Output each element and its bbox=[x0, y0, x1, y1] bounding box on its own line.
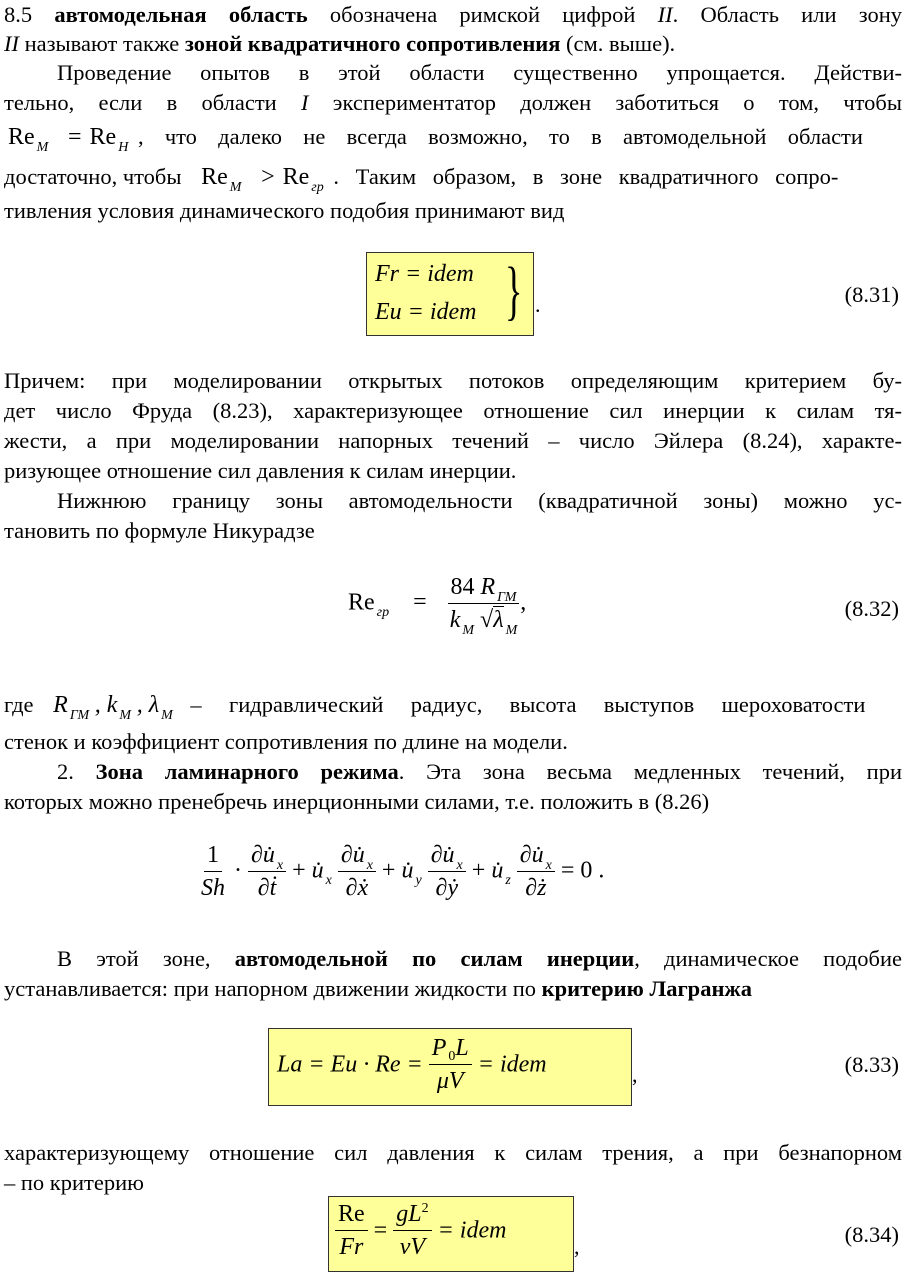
text-line: – по критерию bbox=[4, 1170, 144, 1195]
text-line: Нижнюю границу зоны автомодельности (квадратичной зоны) можно ус- bbox=[57, 488, 902, 513]
punctuation: , bbox=[574, 1234, 580, 1259]
text-line: Re $_М$ = Re $_Н$ , что далеко не всегда возможно, то в автомодельной области bbox=[8, 124, 863, 155]
text-line: 2. Зона ламинарного режима. Эта зона весьма медленных течений, при bbox=[57, 759, 902, 784]
text-line: которых можно пренебречь инерционными силами, т.е. положить в (8.26) bbox=[4, 789, 710, 814]
equation-8-26: $\frac{1}{Sh}$ · $\frac{\partial u̇ _x}{\text{∂ṫ}}$ + u̇ $_x$ $\frac{\partial u̇ _x}{\text{∂ẋ}}$ + u̇ $_y$ $\frac{\partial u̇ _x}{\text{∂ẏ}}$ + u̇ $_z$ $\frac{\partial u̇ _x}{\partial ż}$ = 0 . bbox=[201, 842, 605, 902]
text-line: 8.5 автомодельная область обозначена римской цифрой II. Область или зону bbox=[4, 2, 903, 27]
text-line: устанавливается: при напорном движении жидкости по критерию Лагранжа bbox=[4, 976, 752, 1001]
equation-number: (8.31) bbox=[844, 282, 899, 307]
text-line: тановить по формуле Никурадзе bbox=[4, 518, 315, 543]
text-line: достаточно, чтобы Re $_М$ > Re $_{гр}$ . Таким образом, в зоне квадратичного сопро- bbox=[4, 164, 839, 195]
equation-8-32: Re $_{гр}$ = $\frac{84 R _{ГМ}}{k _М √\lambda _М}$ , bbox=[348, 574, 527, 639]
text-line: характеризующему отношение сил давления к силам трения, а при безнапорном bbox=[4, 1140, 902, 1165]
text-line: ризующее отношение сил давления к силам инерции. bbox=[4, 458, 517, 483]
text-line: Проведение опытов в этой области существенно упрощается. Действи- bbox=[57, 60, 902, 85]
text-line: В этой зоне, автомодельной по силам инерции, динамическое подобие bbox=[57, 946, 902, 971]
brace-icon: } bbox=[505, 254, 523, 327]
text-line: жести, а при моделировании напорных течений – число Эйлера (8.24), характе- bbox=[4, 428, 902, 453]
text-line: стенок и коэффициент сопротивления по длине на модели. bbox=[4, 729, 568, 754]
punctuation: , bbox=[632, 1062, 638, 1087]
equation-number: (8.34) bbox=[844, 1222, 899, 1247]
text-line: тельно, если в области I экспериментатор должен заботиться о том, чтобы bbox=[4, 90, 902, 115]
text-line: дет число Фруда (8.23), характеризующее отношение сил инерции к силам тя- bbox=[4, 398, 902, 423]
equation-8-31-box: Fr = idem Eu = idem } bbox=[366, 252, 534, 336]
equation-number: (8.33) bbox=[844, 1052, 899, 1077]
text-line: II называют также зоной квадратичного сопротивления (см. выше). bbox=[4, 31, 676, 56]
equation-number: (8.32) bbox=[844, 596, 899, 621]
text-line: тивления условия динамического подобия принимают вид bbox=[4, 198, 565, 223]
punctuation: . bbox=[535, 292, 541, 317]
equation-8-34-box: $\frac{Re}{Fr}$ = $\frac{gL^2}{\nu V}$ = idem bbox=[328, 1196, 574, 1272]
text-line: Причем: при моделировании открытых потоков определяющим критерием бу- bbox=[4, 368, 902, 393]
equation-8-33-box: La = Eu · Re = $\frac{P _0L}{\mu V}$ = idem bbox=[268, 1028, 632, 1106]
text-line: где R $_{ГМ}$ , k $_М$ , λ $_М$ – гидравлический радиус, высота выступов шероховатости bbox=[4, 692, 866, 723]
